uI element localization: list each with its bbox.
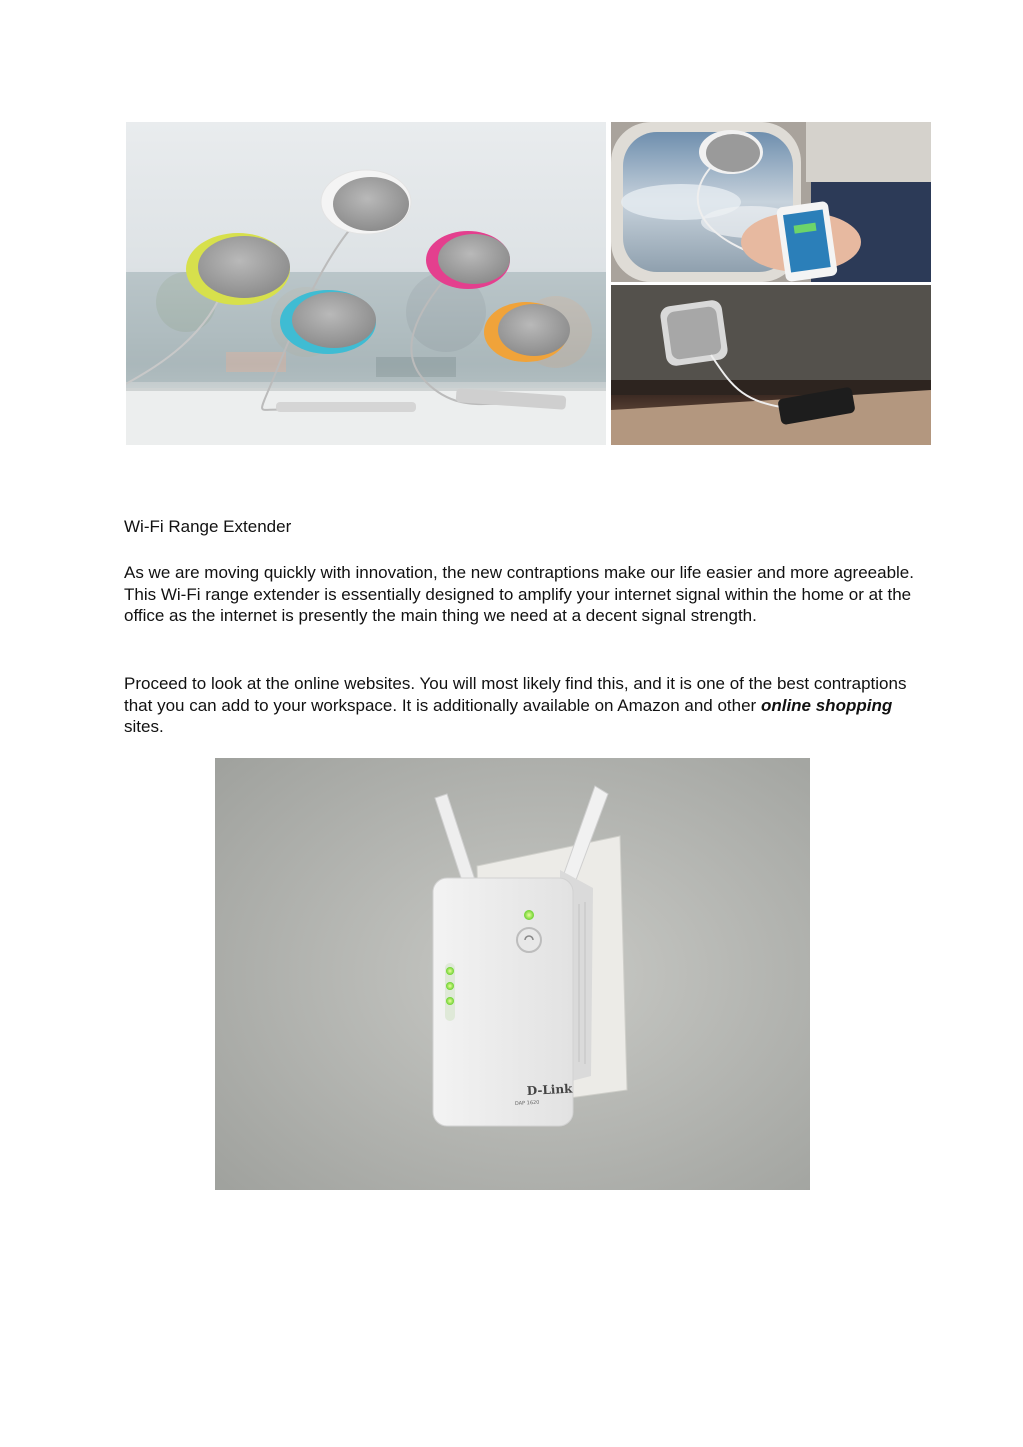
model-label: DAP 1620: [514, 1099, 540, 1107]
wifi-range-extender-photo: [215, 758, 810, 1190]
solar-charger-collage: [126, 122, 931, 445]
d-link-logo: D-Link: [526, 1081, 573, 1098]
window-sill-charger-photo: [611, 285, 931, 445]
article-heading: Wi-Fi Range Extender: [124, 517, 292, 536]
airplane-window-charger-photo: [611, 122, 931, 282]
online-shopping-emphasis: online shopping: [760, 695, 893, 715]
article-paragraph-2: [124, 673, 914, 738]
article-paragraph-1: As we are moving quickly with innovation, the new contraptions make our life easier and more agreeable. This Wi-Fi range extender is essentially designed to amplify your internet signal within the home or at the office as the internet is presently the main thing we need at a decent signal strength.: [124, 563, 914, 625]
paragraph-2-ending: sites.: [124, 717, 164, 736]
paragraph-2-text: Proceed to look at the online websites. You will most likely find this, and it is one of the best contraptions that you can add to your workspace. It is additionally available on Amazon and other: [124, 674, 907, 715]
solar-chargers-window-photo: [126, 122, 606, 445]
